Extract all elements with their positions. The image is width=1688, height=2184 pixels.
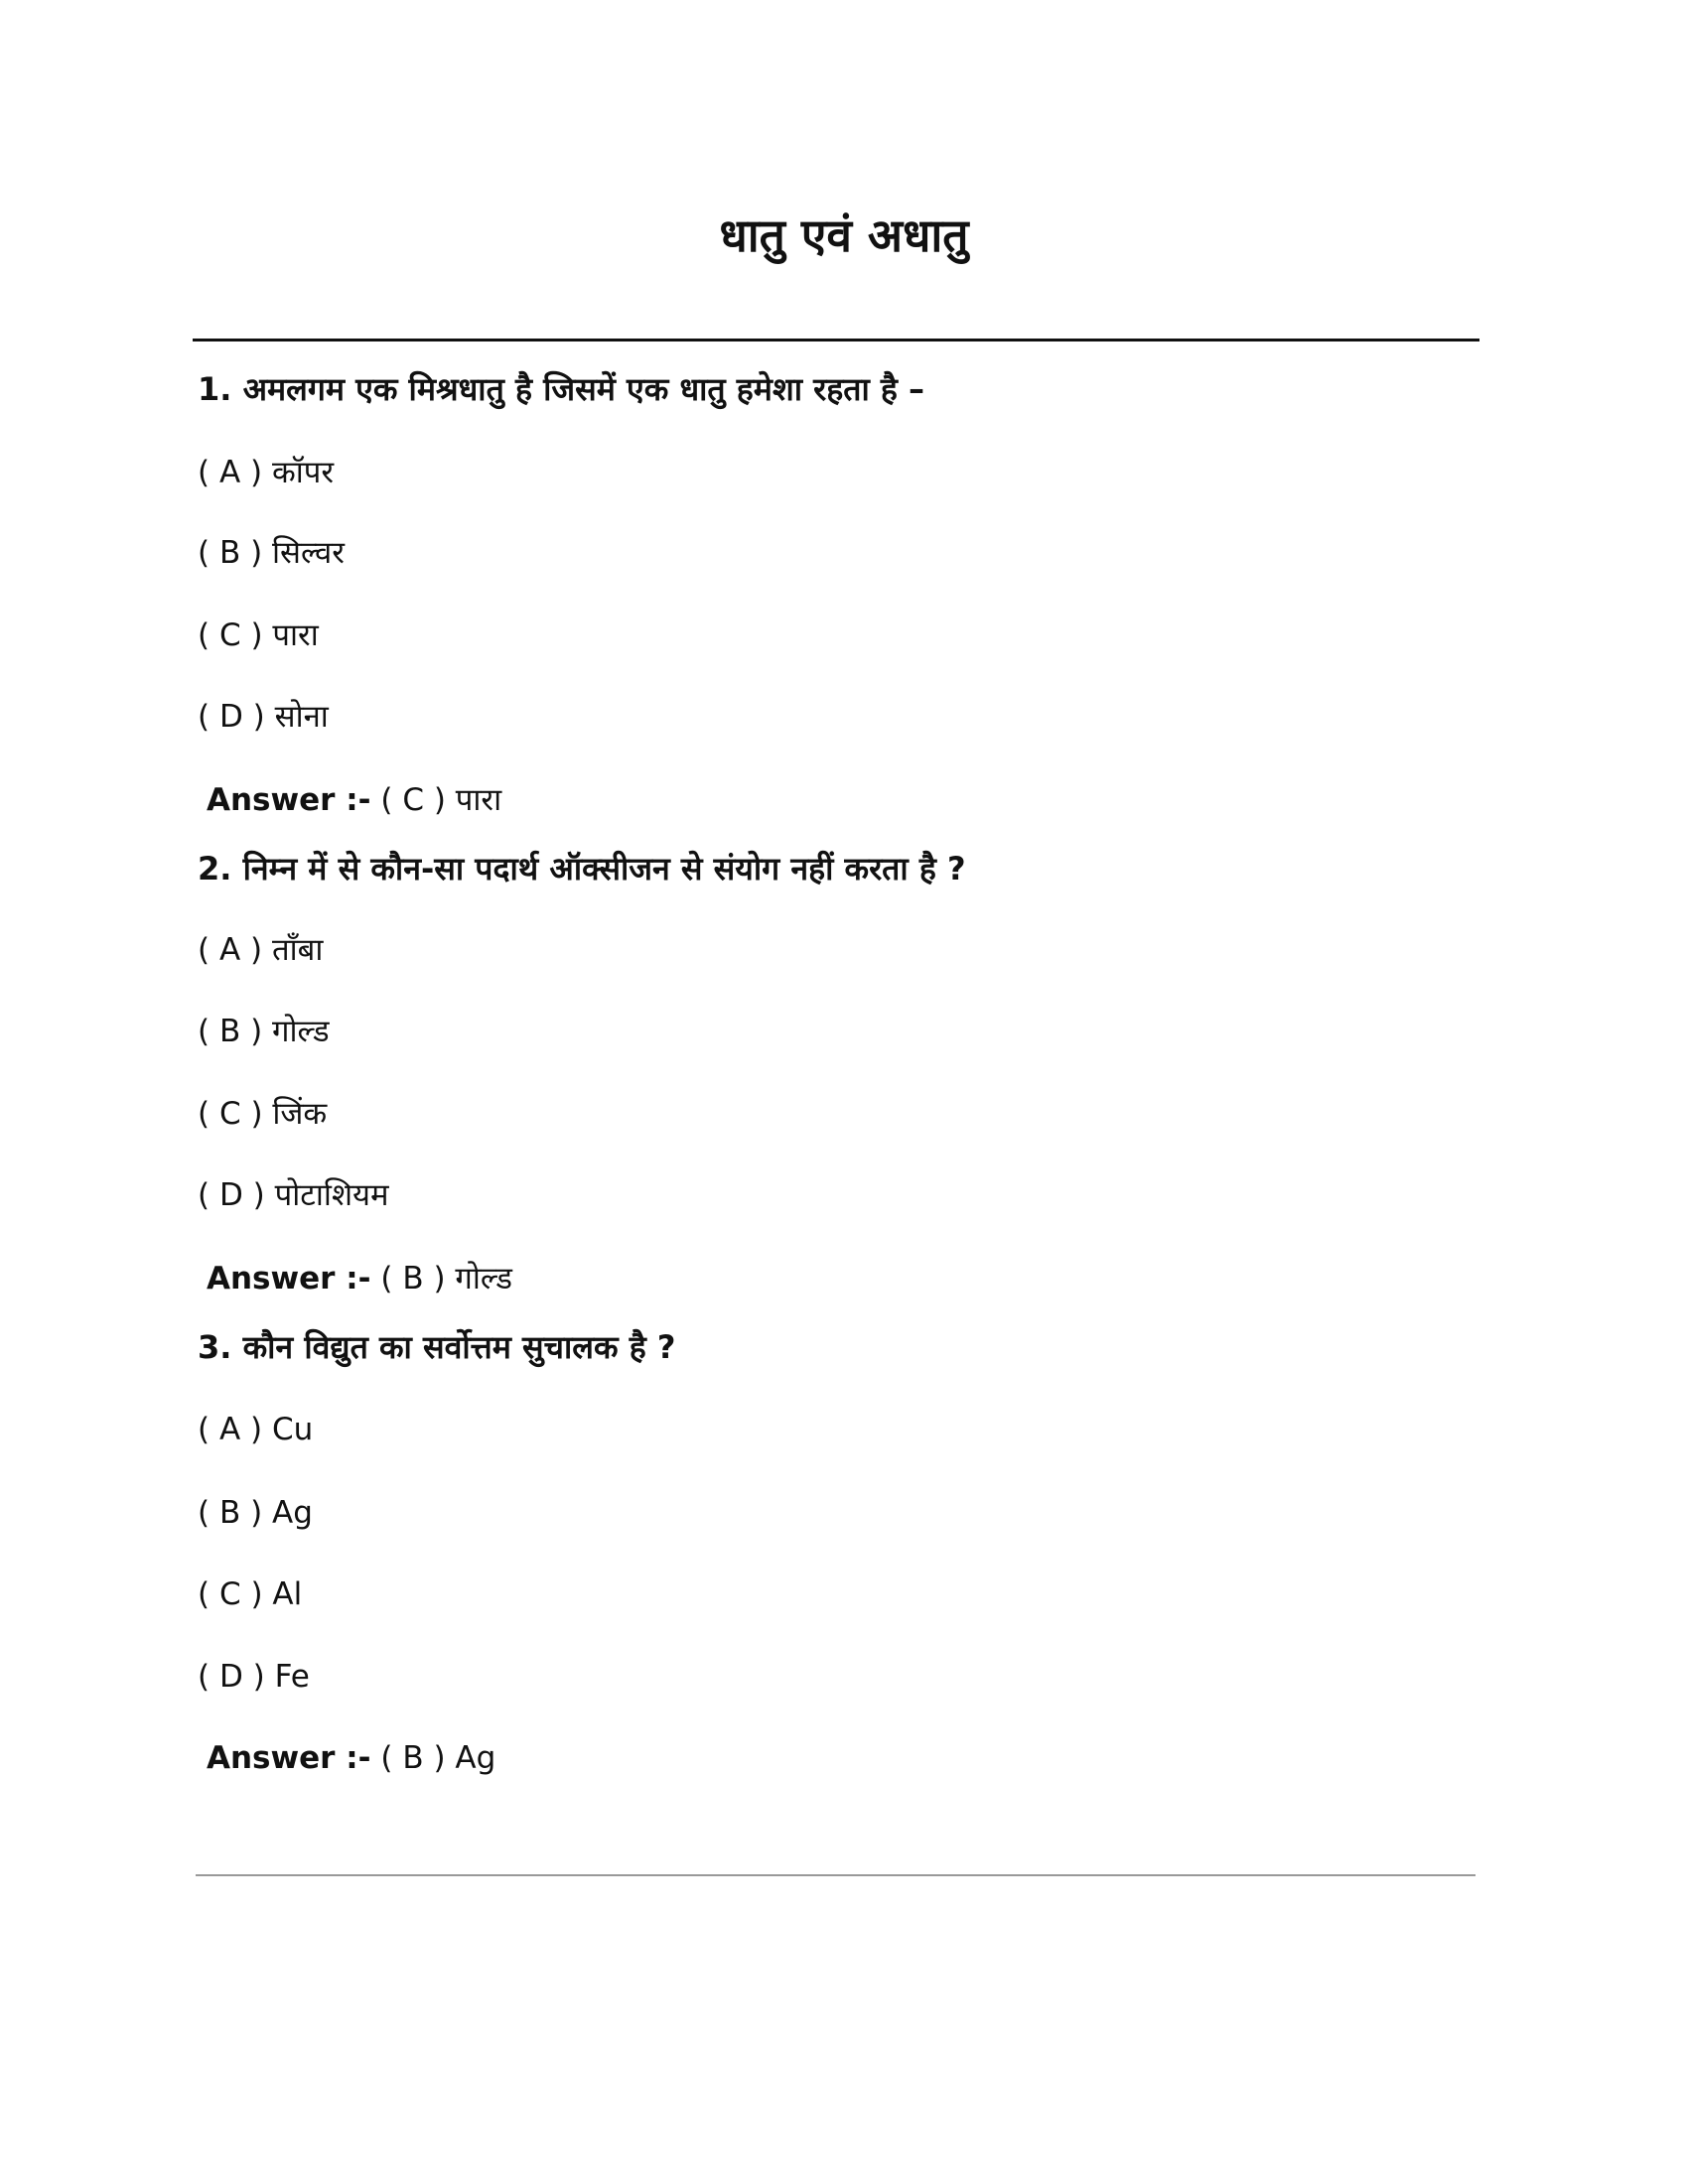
q1-option-c: ( C ) पारा [198, 617, 319, 653]
q2-option-a: ( A ) ताँबा [198, 932, 324, 968]
bottom-divider [196, 1874, 1476, 1876]
q2-option-b: ( B ) गोल्ड [198, 1014, 330, 1049]
q2-answer [207, 1259, 512, 1298]
q2-option-c: ( C ) जिंक [198, 1096, 328, 1132]
q2-option-d: ( D ) पोटाशियम [198, 1177, 389, 1213]
answer-value: ( B ) गोल्ड [380, 1261, 512, 1297]
q3-option-b: ( B ) Ag [198, 1495, 313, 1531]
answer-value: ( C ) पारा [380, 782, 502, 818]
q3-option-d: ( D ) Fe [198, 1659, 310, 1695]
top-divider [193, 339, 1479, 341]
q1-option-d: ( D ) सोना [198, 699, 329, 735]
question-3: 3. कौन विद्युत का सर्वोत्तम सुचालक है ? [198, 1328, 676, 1366]
q1-option-b: ( B ) सिल्वर [198, 535, 345, 571]
question-2: 2. निम्न में से कौन-सा पदार्थ ऑक्सीजन से संयोग नहीं करता है ? [198, 850, 966, 887]
q1-answer [207, 780, 501, 820]
answer-label: Answer :- [207, 782, 371, 818]
q3-option-a: ( A ) Cu [198, 1412, 314, 1447]
question-1: 1. अमलगम एक मिश्रधातु है जिसमें एक धातु हमेशा रहता है – [198, 370, 925, 408]
q1-option-a: ( A ) कॉपर [198, 455, 335, 490]
q3-option-c: ( C ) Al [198, 1576, 303, 1612]
answer-label: Answer :- [207, 1261, 371, 1297]
answer-label: Answer :- [207, 1740, 371, 1776]
answer-value: ( B ) Ag [380, 1740, 496, 1776]
page-title: धातु एवं अधातु [719, 208, 969, 262]
q3-answer [207, 1738, 495, 1778]
